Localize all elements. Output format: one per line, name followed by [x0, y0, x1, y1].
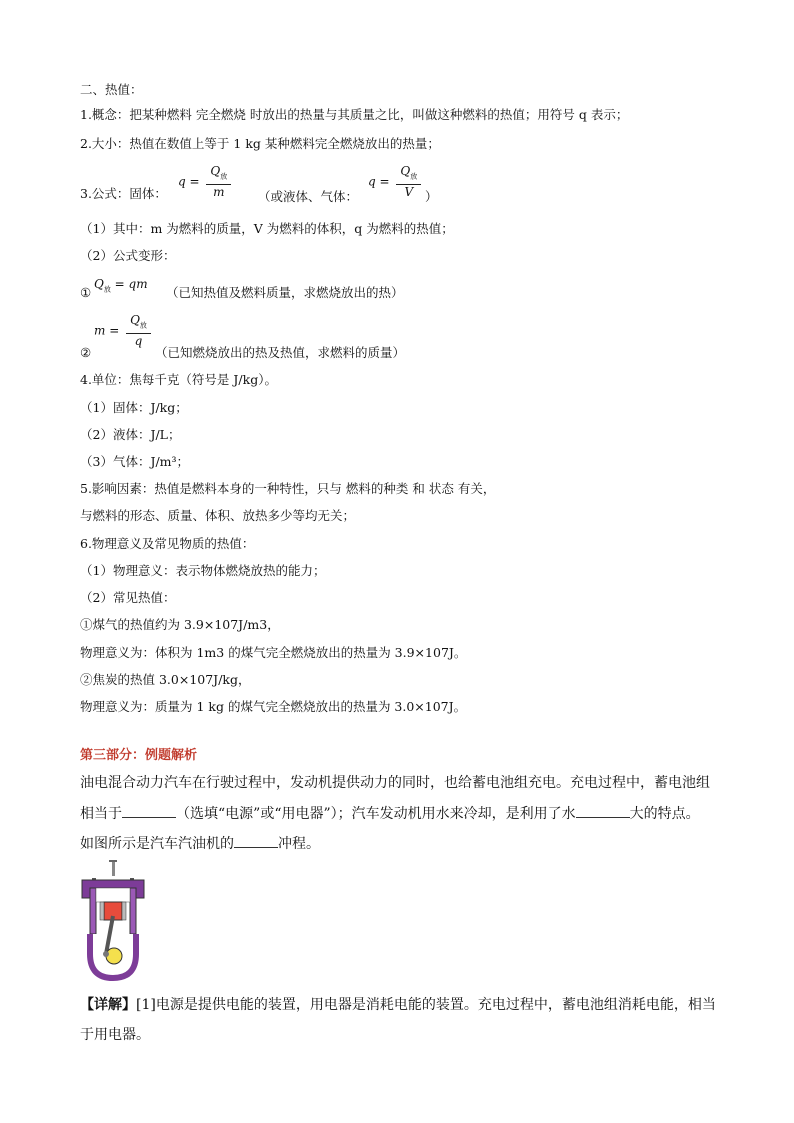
question-text: （选填“电源”或“用电器”）；汽车发动机用水来冷却，是利用了水 [176, 806, 576, 822]
fraction-numerator: Q [210, 164, 221, 178]
magnitude-line: 2.大小：热值在数值上等于 1 kg 某种燃料完全燃烧放出的热量； [80, 136, 440, 151]
detail-line-2: 于用电器。 [80, 1027, 150, 1043]
formula-eq: = [379, 174, 390, 189]
fraction-q-over-m [206, 164, 231, 200]
transform-2-marker: ② [80, 345, 92, 360]
formula-prefix: 3.公式：固体： [80, 186, 167, 201]
transform-line: （2）公式变形： [80, 248, 176, 263]
unit-liquid: （2）液体：J/L； [80, 427, 181, 442]
meaning-heading: 6.物理意义及常见物质的热值： [80, 536, 255, 551]
question-text: 相当于 [80, 806, 122, 822]
fraction-q-over-v [396, 164, 421, 200]
coal-gas-value: ①煤气的热值约为 3.9×107J/m3， [80, 617, 280, 632]
crank-wheel [106, 948, 122, 964]
piston-skirt-right [122, 902, 126, 920]
meaning-line: （1）物理意义：表示物体燃烧放热的能力； [80, 563, 326, 578]
unit-line: 4.单位：焦每千克（符号是 J/kg）。 [80, 372, 277, 387]
spark-plug [112, 862, 115, 876]
detail-tag: 【详解】 [80, 997, 136, 1013]
question-line-1: 油电混合动力汽车在行驶过程中，发动机提供动力的同时，也给蓄电池组充电。充电过程中，蓄电池组 [80, 775, 710, 791]
answer-blank-1[interactable] [122, 804, 176, 818]
coke-meaning: 物理意义为：质量为 1 kg 的煤气完全燃烧放出的热量为 3.0×107J。 [80, 699, 467, 714]
answer-blank-2[interactable] [576, 804, 630, 818]
section-heading-heat-value: 二、热值： [80, 82, 143, 97]
coal-gas-meaning: 物理意义为：体积为 1m3 的煤气完全燃烧放出的热量为 3.9×107J。 [80, 645, 467, 660]
question-text: 大的特点。 [629, 806, 700, 822]
detail-line-1 [80, 995, 716, 1015]
fraction-q-over-q [126, 313, 151, 349]
fraction-denominator: V [404, 185, 414, 200]
formula-m-equals [94, 313, 154, 349]
example-heading: 第三部分：例题解析 [80, 748, 198, 763]
subscript: 放 [220, 172, 228, 181]
formula-q-equals-qm [94, 277, 148, 294]
question-text: 冲程。 [278, 836, 320, 852]
cylinder-wall-left [90, 888, 96, 934]
formula-line-label [80, 186, 167, 202]
fraction-numerator: Q [130, 313, 140, 327]
where-line: （1）其中：m 为燃料的质量，V 为燃料的体积，q 为燃料的热值； [80, 221, 454, 236]
transform-1-text: （已知热值及燃料质量，求燃烧放出的热） [166, 285, 404, 300]
formula-solid [178, 164, 234, 200]
formula-Q: Q [94, 277, 104, 291]
unit-gas: （3）气体：J/m³； [80, 454, 190, 469]
piston-skirt-left [100, 902, 104, 920]
spark-plug-cap [109, 860, 117, 862]
engine-stroke-diagram [78, 858, 150, 982]
fraction-denominator: q [134, 334, 143, 349]
formula-qm: = qm [114, 277, 148, 291]
transform-2-text: （已知燃烧放出的热及热值，求燃料的质量） [155, 345, 406, 360]
formula-q: q [178, 174, 186, 189]
common-values-heading: （2）常见热值： [80, 590, 176, 605]
coke-value: ②焦炭的热值 3.0×107J/kg， [80, 672, 251, 687]
formula-mid-text: （或液体、气体： [258, 189, 359, 204]
fraction-denominator: m [213, 185, 225, 200]
formula-eq: = [189, 174, 200, 189]
formula-end-text: ） [425, 189, 438, 204]
formula-liquid-gas [368, 164, 424, 200]
formula-q: q [368, 174, 376, 189]
detail-text: [1]电源是提供电能的装置，用电器是消耗电能的装置。充电过程中，蓄电池组消耗电能，相当 [136, 997, 716, 1013]
cylinder-wall-right [130, 888, 136, 934]
answer-blank-3[interactable] [234, 834, 278, 848]
combustion-chamber [96, 888, 130, 902]
subscript: 放 [139, 321, 147, 330]
question-text: 如图所示是汽车汽油机的 [80, 836, 234, 852]
subscript: 放 [410, 172, 418, 181]
formula-m-eq: m = [94, 323, 120, 338]
question-line-3 [80, 834, 320, 854]
factors-line-2: 与燃料的形态、质量、体积、放热多少等均无关； [80, 508, 356, 523]
concept-line: 1.概念：把某种燃料 完全燃烧 时放出的热量与其质量之比，叫做这种燃料的热值；用符号 q 表示； [80, 107, 629, 122]
fraction-numerator: Q [400, 164, 411, 178]
crank-pin [103, 951, 109, 957]
subscript: 放 [103, 285, 111, 294]
question-line-2 [80, 804, 700, 824]
unit-solid: （1）固体：J/kg； [80, 400, 188, 415]
transform-1-marker: ① [80, 285, 92, 300]
factors-line-1: 5.影响因素：热值是燃料本身的一种特性，只与 燃料的种类 和 状态 有关， [80, 481, 496, 496]
